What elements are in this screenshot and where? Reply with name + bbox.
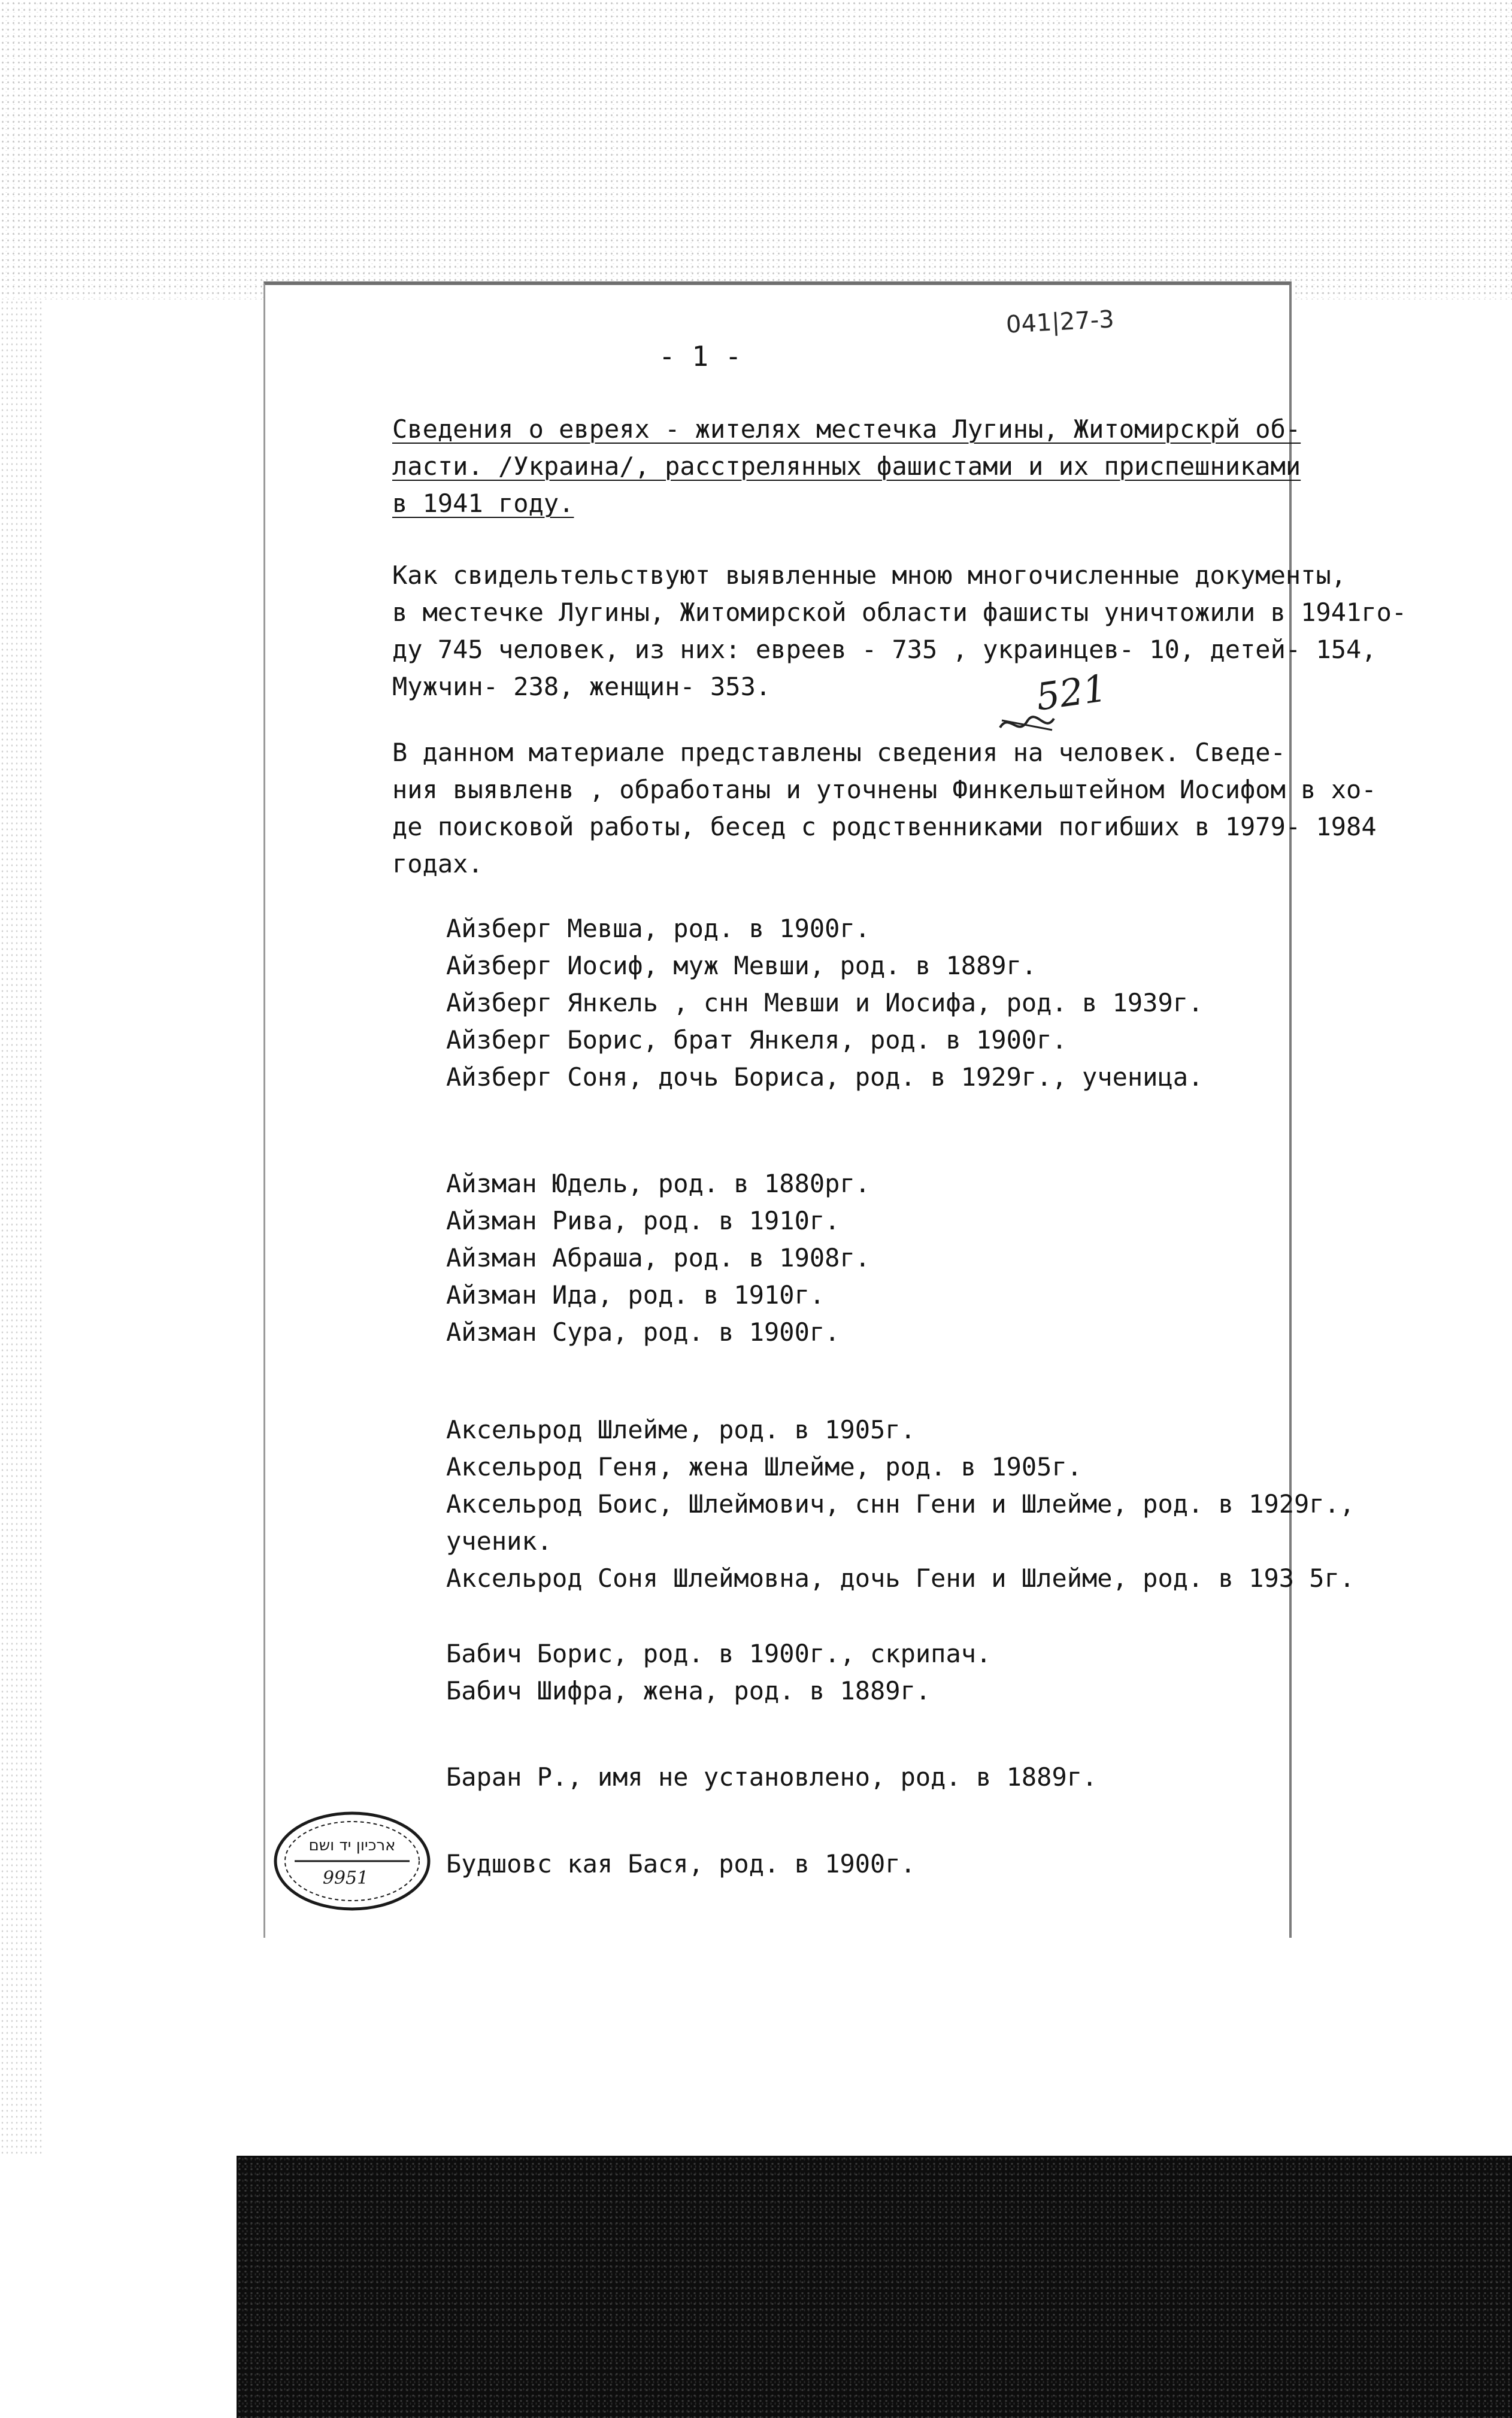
stamp-text: ארכיון יד ושם: [308, 1837, 396, 1855]
person-entry: Айзман Ида, род. в 1910г.: [446, 1280, 825, 1310]
person-entry: Айзберг Соня, дочь Бориса, род. в 1929г., ученица.: [446, 1062, 1204, 1092]
material-line: де поисковой работы, бесед с родственниками погибших в 1979- 1984: [392, 812, 1377, 841]
title-line: ласти. /Украина/, расстрелянных фашистами и их приспешниками: [392, 452, 1301, 481]
material-line: годах.: [392, 849, 483, 878]
person-entry: Айзман Сура, род. в 1900г.: [446, 1317, 840, 1347]
page-number: - 1 -: [659, 340, 742, 372]
person-entry: Айзман Рива, род. в 1910г.: [446, 1206, 840, 1235]
material-line: В данном материале представлены сведения на человек. Сведе-: [392, 738, 1286, 767]
person-entry: Бабич Борис, род. в 1900г., скрипач.: [446, 1639, 992, 1668]
scan-noise-top: [0, 0, 1512, 299]
intro-line: Как свидельтельствуют выявленные мною многочисленные документы,: [392, 560, 1347, 590]
person-entry: Айзберг Янкель , снн Мевши и Иосифа, род. в 1939г.: [446, 988, 1204, 1017]
title-line: в 1941 году.: [392, 489, 574, 518]
person-entry: Бабич Шифра, жена, род. в 1889г.: [446, 1676, 931, 1705]
family-group: [446, 1759, 1296, 1796]
family-group: [446, 1846, 1296, 1883]
person-entry: ученик.: [446, 1526, 553, 1556]
person-entry: Айзберг Борис, брат Янкеля, род. в 1900г.: [446, 1025, 1067, 1055]
family-group: [446, 910, 1296, 1096]
person-entry: Айзберг Иосиф, муж Мевши, род. в 1889г.: [446, 951, 1037, 980]
family-group: [446, 1411, 1355, 1597]
person-entry: Баран Р., имя не установлено, род. в 1889г.: [446, 1762, 1098, 1792]
person-entry: Будшовс кая Бася, род. в 1900г.: [446, 1849, 916, 1878]
person-entry: Аксельрод Шлейме, род. в 1905г.: [446, 1415, 916, 1444]
scan-dark-area: [237, 2156, 1512, 2418]
person-entry: Аксельрод Соня Шлеймовна, дочь Гени и Шлейме, род. в 193 5г.: [446, 1563, 1355, 1593]
material-paragraph: [392, 734, 1377, 883]
intro-line: в местечке Лугины, Житомирской области фашисты уничтожили в 1941го-: [392, 598, 1407, 627]
intro-paragraph: [392, 557, 1407, 705]
person-entry: Аксельрод Боис, Шлеймович, снн Гени и Шлейме, род. в 1929г.,: [446, 1489, 1355, 1519]
person-entry: Айзберг Мевша, род. в 1900г.: [446, 914, 871, 943]
person-entry: Айзман Юдель, род. в 1880рг.: [446, 1169, 871, 1198]
intro-line: Мужчин- 238, женщин- 353.: [392, 672, 771, 701]
stamp-number: 9951: [322, 1868, 369, 1889]
archive-stamp: [271, 1808, 434, 1914]
material-line: ния выявленв , обработаны и уточнены Финкельштейном Иосифом в хо-: [392, 775, 1377, 804]
title-line: Сведения о евреях - жителях местечка Лугины, Житомирскрй об-: [392, 414, 1301, 444]
scan-noise-left: [0, 299, 42, 2156]
intro-line: ду 745 человек, из них: евреев - 735 , украинцев- 10, детей- 154,: [392, 635, 1377, 664]
person-entry: Аксельрод Геня, жена Шлейме, род. в 1905г.: [446, 1452, 1083, 1481]
document-title: [392, 411, 1301, 522]
person-entry: Айзман Абраша, род. в 1908г.: [446, 1243, 871, 1272]
handwritten-count: 521: [1033, 666, 1110, 719]
family-group: [446, 1635, 1296, 1710]
archive-code: 041|27-3: [1005, 305, 1115, 339]
family-group: [446, 1165, 1296, 1351]
